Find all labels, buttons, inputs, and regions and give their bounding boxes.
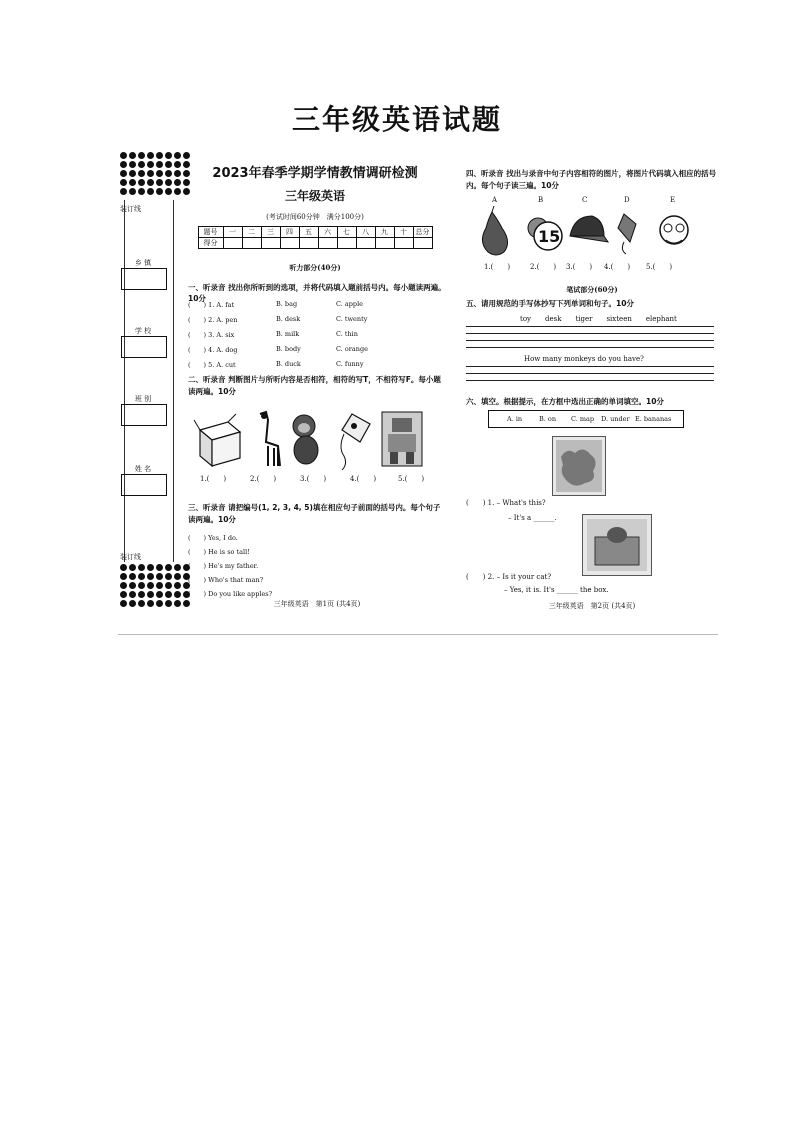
binding-dot [174, 591, 181, 598]
binding-dot [156, 564, 163, 571]
name-input[interactable] [121, 474, 167, 496]
binding-dot [138, 591, 145, 598]
binding-dot [129, 573, 136, 580]
score-cell[interactable] [223, 238, 242, 249]
binding-dot [156, 600, 163, 607]
option-b: B. on [539, 415, 557, 423]
s4-letter-d: D [624, 196, 630, 204]
binding-dot [120, 591, 127, 598]
binding-dot [156, 591, 163, 598]
binding-dot [147, 179, 154, 186]
writing-line [466, 380, 714, 381]
binding-dot [156, 188, 163, 195]
s1-item-2-b: B. desk [276, 315, 301, 323]
binding-dot [156, 179, 163, 186]
binding-dot [138, 170, 145, 177]
s2-blank-1[interactable]: 1.( ) [200, 475, 227, 483]
score-cell[interactable] [318, 238, 337, 249]
option-a: A. in [507, 415, 523, 423]
binding-dot [138, 152, 145, 159]
binding-dot [165, 170, 172, 177]
binding-bottom-label: 装订线 [120, 553, 141, 561]
binding-dot [120, 564, 127, 571]
map-picture [552, 436, 606, 496]
s3-item: ( ) Do you like apples? [188, 590, 273, 598]
writing-line [466, 333, 714, 334]
binding-dot [174, 582, 181, 589]
score-col: 四 [280, 227, 299, 238]
binding-dot [120, 170, 127, 177]
binding-dot [174, 170, 181, 177]
binding-dot [138, 179, 145, 186]
binding-field-school: 学 校 [134, 327, 152, 335]
s4-letter-e: E [670, 196, 676, 204]
binding-dot [147, 600, 154, 607]
binding-dot [165, 188, 172, 195]
s1-item-3-a: ( ) 3. A. six [188, 331, 235, 339]
s1-item-2-c: C. twenty [336, 315, 368, 323]
s2-blank-5[interactable]: 5.( ) [398, 475, 425, 483]
binding-dot [129, 179, 136, 186]
class-input[interactable] [121, 404, 167, 426]
option-e: E. bananas [635, 415, 672, 423]
section3-items [188, 533, 446, 603]
s1-item-5-c: C. funny [336, 360, 364, 368]
binding-dot [174, 152, 181, 159]
score-col: 七 [337, 227, 356, 238]
grandpa-picture [660, 216, 688, 244]
s2-blank-4[interactable]: 4.( ) [350, 475, 377, 483]
s3-item: ( ) Yes, I do. [188, 534, 238, 542]
section1-items [188, 300, 446, 376]
binding-dot [138, 564, 145, 571]
s4-letter-c: C [582, 196, 588, 204]
s3-item: ( ) He's my father. [188, 562, 259, 570]
binding-dot [174, 600, 181, 607]
binding-dot [165, 600, 172, 607]
exam-title: 2023年春季学期学情教情调研检测 [212, 166, 418, 181]
township-input[interactable] [121, 268, 167, 290]
binding-dot [138, 582, 145, 589]
section5-instruction: 五、请用规范的手写体抄写下列单词和句子。10分 [466, 299, 634, 308]
binding-dot [156, 161, 163, 168]
binding-dot [120, 152, 127, 159]
binding-field-township: 乡 镇 [134, 259, 152, 267]
box-picture [194, 414, 240, 466]
binding-dot [165, 591, 172, 598]
robot-picture [382, 412, 422, 466]
binding-dot [147, 170, 154, 177]
binding-dot [129, 591, 136, 598]
score-col: 八 [356, 227, 375, 238]
q2-question: ( ) 2. – Is it your cat? [466, 573, 552, 581]
score-col: 二 [242, 227, 261, 238]
s4-blank-4[interactable]: 4.( ) [604, 263, 631, 271]
binding-dot [120, 573, 127, 580]
section4-instruction: 四、听录音 找出与录音中句子内容相符的图片，将图片代码填入相应的括号内。每个句子读三遍。10分 [466, 169, 717, 190]
binding-dot [147, 564, 154, 571]
score-cell[interactable] [337, 238, 356, 249]
binding-dot [174, 161, 181, 168]
q1-question: ( ) 1. – What's this? [466, 499, 546, 507]
binding-dot [138, 161, 145, 168]
binding-dot [156, 170, 163, 177]
s4-letter-b: B [538, 196, 544, 204]
binding-dot [156, 573, 163, 580]
score-col: 六 [318, 227, 337, 238]
s1-item-5-a: ( ) 5. A. cut [188, 361, 236, 369]
s3-item: ( ) Who's that man? [188, 576, 264, 584]
fifteen-picture [528, 218, 562, 250]
s1-item-3-b: B. milk [276, 330, 300, 338]
binding-dot [183, 152, 190, 159]
s1-item-2-a: ( ) 2. A. pen [188, 316, 238, 324]
writing-line [466, 373, 714, 374]
monkey-picture [293, 415, 318, 464]
binding-dot [120, 161, 127, 168]
binding-dot [120, 600, 127, 607]
s3-item: ( ) He is so tall! [188, 548, 250, 556]
listening-header: 听力部分(40分) [289, 263, 341, 272]
binding-dot [138, 600, 145, 607]
s1-item-1-c: C. apple [336, 300, 363, 308]
binding-dot [165, 573, 172, 580]
bottom-dot-pattern [120, 564, 190, 607]
s4-blank-2[interactable]: 2.( ) [530, 263, 557, 271]
binding-dot [174, 564, 181, 571]
score-col: 总分 [413, 227, 432, 238]
binding-dot [165, 161, 172, 168]
score-col: 九 [375, 227, 394, 238]
s2-blank-2[interactable]: 2.( ) [250, 475, 277, 483]
s1-item-1-b: B. bag [276, 300, 298, 308]
binding-dot [129, 152, 136, 159]
binding-dot [165, 152, 172, 159]
binding-dot [129, 161, 136, 168]
binding-dot [174, 179, 181, 186]
cap-picture [570, 216, 608, 242]
score-col: 一 [223, 227, 242, 238]
writing-line [466, 340, 714, 341]
score-cell[interactable] [280, 238, 299, 249]
s1-item-4-c: C. orange [336, 345, 368, 353]
score-cell[interactable] [261, 238, 280, 249]
q2-answer[interactable]: – Yes, it is. It's ______ the box. [504, 586, 609, 594]
binding-field-name: 姓 名 [134, 465, 152, 473]
binding-dot [147, 161, 154, 168]
score-cell[interactable] [375, 238, 394, 249]
binding-dot [129, 564, 136, 571]
section1-instruction: 一、听录音 找出你所听到的选项，并将代码填入题前括号内。每小题读两遍。10分 [188, 283, 446, 303]
section5-words: toy desk tiger sixteen elephant [520, 315, 677, 323]
exam-info: (考试时间60分钟 满分100分) [266, 213, 364, 221]
section4-pictures [474, 206, 714, 256]
kite-picture [341, 414, 370, 470]
binding-dot [138, 573, 145, 580]
binding-dot [138, 188, 145, 195]
binding-field-class: 班 别 [134, 395, 152, 403]
writing-line [466, 366, 714, 367]
binding-strip [118, 200, 174, 562]
binding-dot [120, 582, 127, 589]
score-cell[interactable] [356, 238, 375, 249]
score-col: 三 [261, 227, 280, 238]
section2-pictures [192, 408, 432, 470]
options-box [488, 410, 684, 428]
score-table [198, 226, 433, 249]
section6-instruction: 六、填空。根据提示，在方框中选出正确的单词填空。10分 [466, 397, 664, 406]
option-c: C. map [571, 415, 595, 423]
binding-dot [147, 188, 154, 195]
s1-item-4-b: B. body [276, 345, 301, 353]
binding-dot [129, 170, 136, 177]
q1-answer[interactable]: – It's a ______. [508, 514, 557, 522]
binding-dot [165, 179, 172, 186]
binding-dot [147, 152, 154, 159]
scan-edge-line [118, 634, 718, 635]
binding-top-label: 装订线 [120, 205, 141, 213]
written-header: 笔试部分(60分) [566, 285, 618, 294]
binding-dot [165, 564, 172, 571]
section5-sentence: How many monkeys do you have? [524, 355, 644, 363]
left-page [186, 162, 444, 273]
binding-dot [156, 152, 163, 159]
s1-item-5-b: B. duck [276, 360, 301, 368]
score-row-label: 题号 [198, 227, 223, 238]
section3-instruction: 三、听录音 请把编号(1, 2, 3, 4, 5)填在相应句子前面的括号内。每个句子读两遍。10分 [188, 503, 441, 524]
binding-dot [129, 582, 136, 589]
binding-dot [156, 582, 163, 589]
right-page-footer: 三年级英语 第2页 (共4页) [548, 602, 636, 610]
score-cell[interactable] [242, 238, 261, 249]
binding-dot [174, 188, 181, 195]
option-d: D. under [601, 415, 630, 423]
s4-letter-a: A [492, 196, 498, 204]
kite-picture-d [618, 214, 636, 254]
s1-item-3-c: C. thin [336, 330, 358, 338]
pear-picture [482, 206, 507, 255]
binding-dot [147, 582, 154, 589]
binding-dot [120, 188, 127, 195]
svg-text:15: 15 [538, 227, 561, 246]
s2-blank-3[interactable]: 3.( ) [300, 475, 327, 483]
score-cell[interactable] [394, 238, 413, 249]
binding-dot [120, 179, 127, 186]
score-col: 五 [299, 227, 318, 238]
binding-dot [165, 582, 172, 589]
left-page-footer: 三年级英语 第1页 (共4页) [273, 600, 361, 608]
s1-item-4-a: ( ) 4. A. dog [188, 346, 238, 354]
exam-subtitle: 三年级英语 [284, 189, 345, 203]
s1-item-1-a: ( ) 1. A. fat [188, 301, 235, 309]
binding-dot [129, 600, 136, 607]
cat-box-picture [582, 514, 652, 576]
page-title: 三年级英语试题 [291, 103, 502, 136]
top-dot-pattern [120, 152, 190, 195]
school-input[interactable] [121, 336, 167, 358]
score-row-label: 得分 [198, 238, 223, 249]
score-cell[interactable] [299, 238, 318, 249]
binding-dot [174, 573, 181, 580]
section2-instruction: 二、听录音 判断图片与所听内容是否相符，相符的写T，不相符写F。每小题读两遍。10分 [188, 375, 441, 396]
s4-blank-1[interactable]: 1.( ) [484, 263, 511, 271]
writing-line [466, 347, 714, 348]
score-cell[interactable] [413, 238, 432, 249]
binding-dot [129, 188, 136, 195]
binding-dot [147, 591, 154, 598]
binding-dot [147, 573, 154, 580]
giraffe-picture [260, 412, 280, 466]
s4-blank-3[interactable]: 3.( ) [566, 263, 593, 271]
s4-blank-5[interactable]: 5.( ) [646, 263, 673, 271]
writing-line [466, 326, 714, 327]
score-col: 十 [394, 227, 413, 238]
